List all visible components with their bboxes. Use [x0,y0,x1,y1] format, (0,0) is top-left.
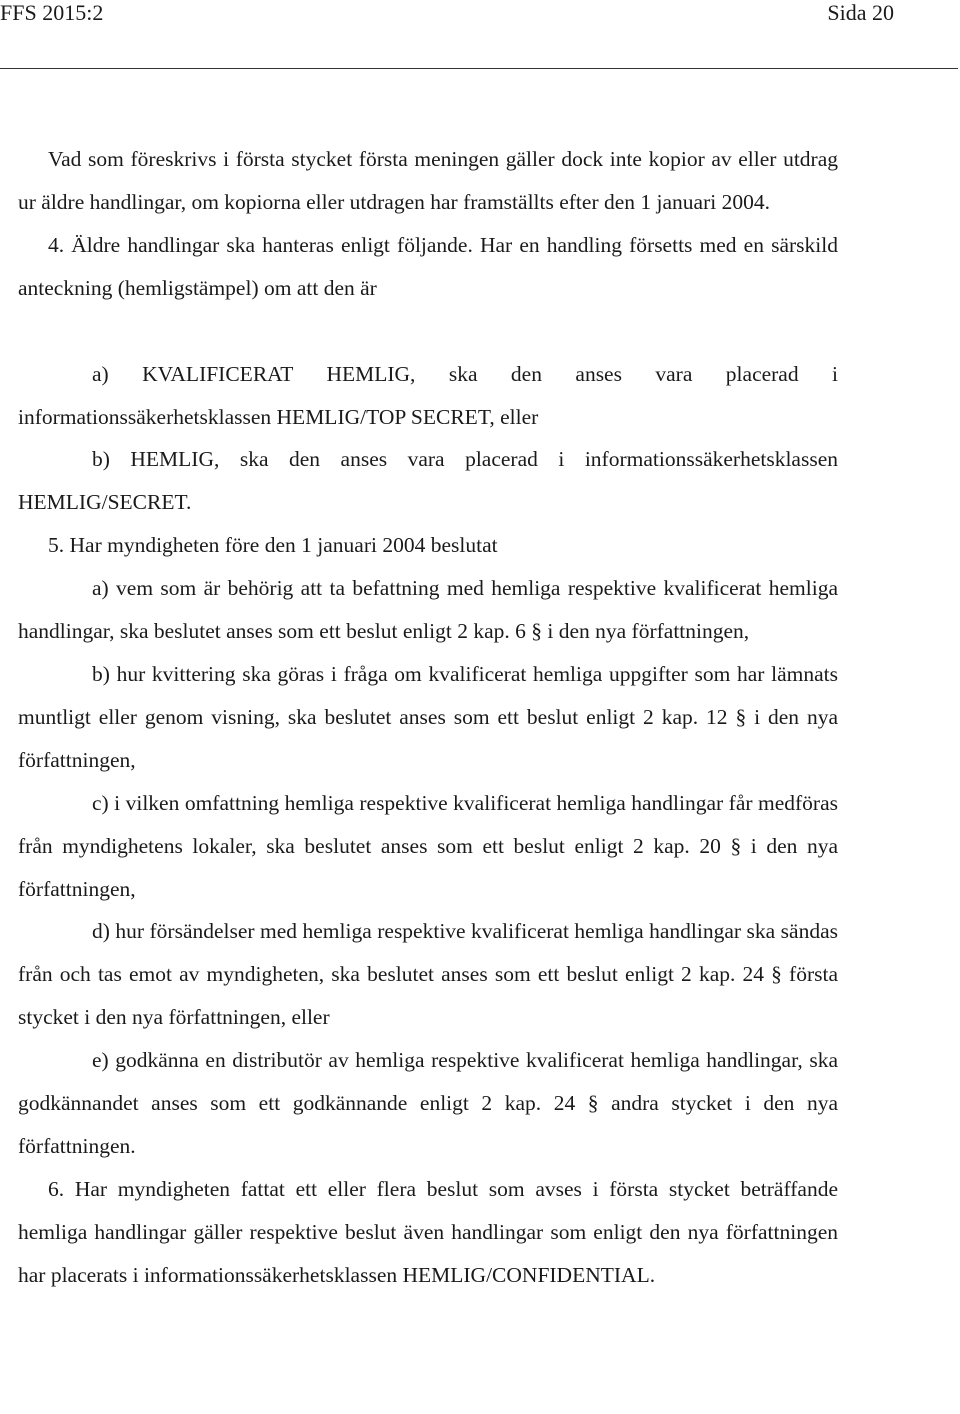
spacer [18,310,838,353]
list-item-5e: e) godkänna en distributör av hemliga respektive kvalificerat hemliga handlingar, ska godkännandet anses som ett godkännande enligt 2 kap. 24 § andra stycket i den nya författningen. [18,1048,838,1158]
paragraph-item-4: 4. Äldre handlingar ska hanteras enligt följande. Har en handling försetts med en särskild anteckning (hemligstämpel) om att den är [18,232,838,300]
list-item-5c: c) i vilken omfattning hemliga respektive kvalificerat hemliga handlingar får medföras från myndighetens lokaler, ska beslutet anses som ett beslut enligt 2 kap. 20 § i den nya författningen, [18,790,838,901]
list-item-4b: b) HEMLIG, ska den anses vara placerad i informationssäkerhetsklassen HEMLIG/SECRET. [18,447,838,515]
list-item-4a: a) KVALIFICERAT HEMLIG, ska den anses vara placerad i informationssäkerhetsklassen HEMLIG/TOP SECRET, eller [18,361,838,429]
page-number: Sida 20 [827,0,894,25]
list-item-5b: b) hur kvittering ska göras i fråga om kvalificerat hemliga uppgifter som har lämnats muntligt eller genom visning, ska beslutet anses som ett beslut enligt 2 kap. 12 § i den nya författningen, [18,661,838,772]
header-divider [0,68,958,69]
paragraph-1: Vad som föreskrivs i första stycket första meningen gäller dock inte kopior av eller utdrag ur äldre handlingar, om kopiorna eller utdragen har framställts efter den 1 januari 2004. [18,147,838,214]
paragraph-item-5: 5. Har myndigheten före den 1 januari 2004 beslutat [48,533,498,558]
list-item-5d: d) hur försändelser med hemliga respektive kvalificerat hemliga handlingar ska sändas från och tas emot av myndigheten, ska beslutet anses som ett beslut enligt 2 kap. 24 § första stycket i den nya författningen, eller [18,919,838,1030]
document-id: FFS 2015:2 [0,0,104,25]
document-body [18,138,838,1297]
paragraph-item-6: 6. Har myndigheten fattat ett eller flera beslut som avses i första stycket beträffande hemliga handlingar gäller respektive beslut även handlingar som enligt den nya författningen har placerats i informationssäkerhetsklassen HEMLIG/CONFIDENTIAL. [18,1176,838,1287]
page-header [0,0,960,40]
list-item-5a: a) vem som är behörig att ta befattning med hemliga respektive kvalificerat hemliga handlingar, ska beslutet anses som ett beslut enligt 2 kap. 6 § i den nya författningen, [18,576,838,644]
